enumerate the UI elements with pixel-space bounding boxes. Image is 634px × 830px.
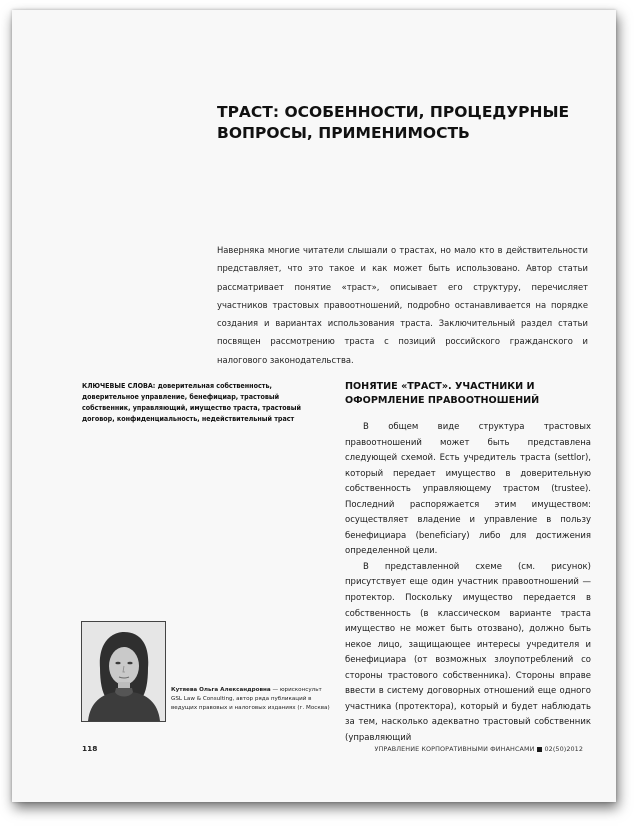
author-photo — [81, 621, 166, 722]
square-icon — [537, 747, 542, 752]
keywords: КЛЮЧЕВЫЕ СЛОВА: доверительная собственность, доверительное управление, бенефициар, трастовый собственник, управляющий, имущество траста, трастовый договор, конфиденциальность, недействительный траст — [82, 381, 301, 423]
body-paragraph: В представленной схеме (см. рисунок) присутствует еще один участник правоотношений — протектор. Поскольку имущество передается в собственность (в классическом варианте траста имущество не может быть отозвано), должно быть некое лицо, защищающее интересы учредителя и бенефициара (от возможных злоупотреблений со стороны трастового собственника). Стороны вправе ввести в систему договорных отношений еще одного участника (протектора), который и будет наблюдать за тем, насколько адекватно трастовый собственник (управляющий — [345, 561, 591, 743]
page-number: 118 — [82, 744, 98, 753]
issue-number: 02(50)2012 — [544, 745, 583, 753]
author-bio: — юрисконсульт GSL Law & Consulting, автор ряда публикаций в ведущих правовых и налоговых изданиях (г. Москва) — [171, 687, 330, 712]
author-name: Кутяева Ольга Александровна — [171, 687, 271, 693]
journal-footer — [374, 745, 583, 753]
section-heading: ПОНЯТИЕ «ТРАСТ». УЧАСТНИКИ И ОФОРМЛЕНИЕ ПРАВООТНОШЕНИЙ — [345, 381, 540, 407]
article-title: ТРАСТ: ОСОБЕННОСТИ, ПРОЦЕДУРНЫЕ ВОПРОСЫ, ПРИМЕНИМОСТЬ — [217, 103, 570, 142]
body-text — [345, 420, 591, 746]
magazine-page — [12, 10, 616, 802]
journal-name: УПРАВЛЕНИЕ КОРПОРАТИВНЫМИ ФИНАНСАМИ — [374, 745, 535, 753]
body-paragraph: В общем виде структура трастовых правоотношений может быть представлена следующей схемой. Есть учредитель траста (settlor), который передает имущество в доверительную собственность управляющему трастом (trustee). Последний распоряжается этим имуществом: осуществляет владение и управление в пользу бенефициара (beneficiary) либо для достижения определенной цели. — [345, 422, 591, 557]
article-lead: Наверняка многие читатели слышали о трастах, но мало кто в действительности представляет, что это такое и как может быть использовано. Автор статьи рассматривает понятие «траст», описывает его структуру, перечисляет участников трастовых правоотношений, подробно останавливается на порядке создания и вариантах использования траста. Заключительный раздел статьи посвящен рассмотрению траста с позиций российского гражданского и налогового законодательства. — [217, 245, 588, 365]
author-portrait-image — [82, 622, 165, 721]
author-info — [171, 686, 331, 714]
